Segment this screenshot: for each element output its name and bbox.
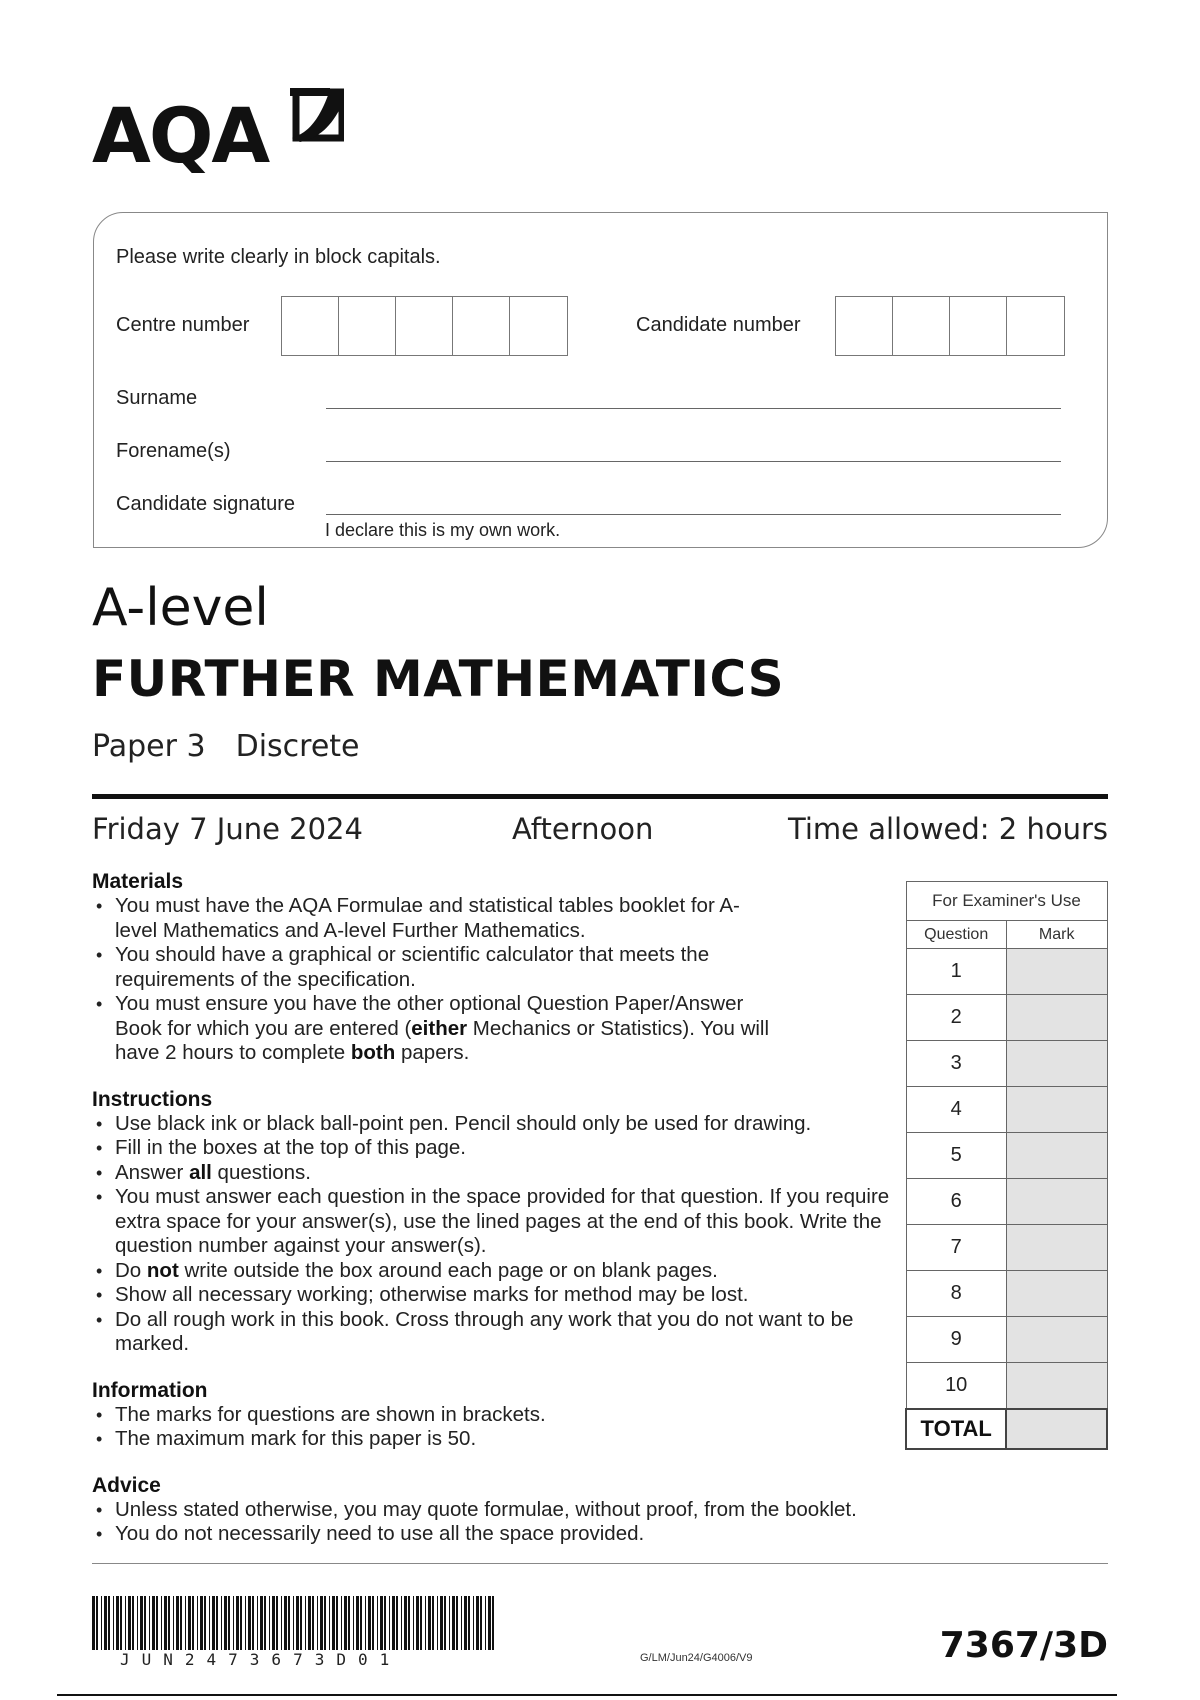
logo-mark-icon [290, 88, 344, 144]
barcode-bar [492, 1596, 494, 1650]
barcode-bar [353, 1596, 354, 1650]
barcode-bar [240, 1596, 242, 1650]
barcode-bar [200, 1596, 203, 1650]
barcode-bar [401, 1596, 402, 1650]
barcode-bar [432, 1596, 434, 1650]
mark-cell [1006, 1363, 1107, 1409]
table-row [906, 1317, 1107, 1363]
barcode-bar [204, 1596, 206, 1650]
barcode-bar [296, 1596, 299, 1650]
question-number-cell: 4 [906, 1087, 1006, 1133]
barcode-bar [272, 1596, 275, 1650]
question-number-cell: 8 [906, 1271, 1006, 1317]
barcode-bar [233, 1596, 234, 1650]
header-divider [92, 794, 1108, 799]
table-row [906, 1133, 1107, 1179]
barcode-bar [404, 1596, 407, 1650]
barcode-bar [336, 1596, 338, 1650]
barcode-bar [252, 1596, 254, 1650]
mark-cell [1006, 1317, 1107, 1363]
barcode-bar [224, 1596, 227, 1650]
list-item: • The marks for questions are shown in brackets. [92, 1403, 922, 1428]
barcode-bar [116, 1596, 119, 1650]
barcode-bar [456, 1596, 458, 1650]
barcode-bar [125, 1596, 126, 1650]
block-capitals-instruction: Please write clearly in block capitals. [116, 246, 441, 268]
table-row [906, 1225, 1107, 1271]
mark-column-header: Mark [1006, 921, 1107, 949]
barcode-bar [104, 1596, 107, 1650]
barcode-bar [216, 1596, 218, 1650]
barcode-bar [152, 1596, 155, 1650]
mark-cell [1006, 1225, 1107, 1271]
candidate-number-digit-box[interactable] [1007, 297, 1064, 355]
barcode-bar [212, 1596, 215, 1650]
list-item: • Fill in the boxes at the top of this page. [92, 1136, 922, 1161]
barcode-bar [444, 1596, 446, 1650]
barcode-bar [248, 1596, 251, 1650]
exam-session: Afternoon [512, 812, 654, 846]
barcode-bar [113, 1596, 114, 1650]
barcode-bar [92, 1596, 95, 1650]
qualification-level: A-level [92, 578, 269, 638]
list-item: • Do all rough work in this book. Cross through any work that you do not want to be marked. [92, 1308, 922, 1357]
question-number-cell: 9 [906, 1317, 1006, 1363]
candidate-number-boxes[interactable] [835, 296, 1065, 356]
barcode-bar [332, 1596, 335, 1650]
barcode-bar [209, 1596, 210, 1650]
forenames-line[interactable] [326, 461, 1061, 462]
question-number-cell: 6 [906, 1179, 1006, 1225]
signature-label: Candidate signature [116, 493, 296, 515]
barcode-bar [317, 1596, 318, 1650]
candidate-number-label: Candidate number [636, 314, 801, 336]
barcode-bar [377, 1596, 378, 1650]
section-title: Information [92, 1378, 208, 1402]
barcode-bar [120, 1596, 122, 1650]
forenames-label: Forename(s) [116, 440, 231, 462]
barcode-bar [245, 1596, 246, 1650]
instructions-section [92, 1088, 922, 1357]
barcode-bar [164, 1596, 167, 1650]
list-item: • Unless stated otherwise, you may quote formulae, without proof, from the booklet. [92, 1498, 1092, 1523]
centre-number-digit-box[interactable] [510, 297, 567, 355]
barcode-bar [185, 1596, 186, 1650]
list-item: • You must have the AQA Formulae and statistical tables booklet for A-level Mathematics and A-level Further Mathematics. [92, 894, 922, 943]
barcode-bar [437, 1596, 438, 1650]
bullet-list [92, 894, 922, 1066]
list-item: • Use black ink or black ball-point pen. Pencil should only be used for drawing. [92, 1112, 922, 1137]
barcode-bar [449, 1596, 450, 1650]
barcode-bar [192, 1596, 194, 1650]
barcode-bar [360, 1596, 362, 1650]
centre-number-boxes[interactable] [281, 296, 568, 356]
barcode [92, 1596, 502, 1650]
barcode-bar [420, 1596, 422, 1650]
barcode-text: JUN2473673D01 [120, 1650, 402, 1669]
barcode-bar [312, 1596, 314, 1650]
list-item: • The maximum mark for this paper is 50. [92, 1427, 922, 1452]
question-number-cell: 3 [906, 1041, 1006, 1087]
barcode-bar [428, 1596, 431, 1650]
examiner-table-rows [906, 949, 1107, 1409]
barcode-bar [329, 1596, 330, 1650]
barcode-bar [269, 1596, 270, 1650]
barcode-bar [384, 1596, 386, 1650]
bullet-list [92, 1112, 922, 1357]
list-item: • Answer all questions. [92, 1161, 922, 1186]
table-row [906, 949, 1107, 995]
barcode-bar [108, 1596, 110, 1650]
question-number-cell: 2 [906, 995, 1006, 1041]
barcode-bar [468, 1596, 470, 1650]
barcode-bar [101, 1596, 102, 1650]
barcode-bar [380, 1596, 383, 1650]
question-column-header: Question [906, 921, 1006, 949]
time-allowed: Time allowed: 2 hours [788, 812, 1108, 846]
advice-section [92, 1474, 1092, 1547]
paper-info [92, 729, 390, 764]
barcode-bar [372, 1596, 374, 1650]
barcode-bar [324, 1596, 326, 1650]
mark-cell [1006, 1133, 1107, 1179]
barcode-bar [308, 1596, 311, 1650]
document-reference: G/LM/Jun24/G4006/V9 [640, 1652, 753, 1664]
barcode-bar [281, 1596, 282, 1650]
barcode-bar [365, 1596, 366, 1650]
candidate-number-digit-box[interactable] [950, 297, 1007, 355]
list-item: • Do not write outside the box around each page or on blank pages. [92, 1259, 922, 1284]
barcode-bar [392, 1596, 395, 1650]
mark-cell [1006, 1271, 1107, 1317]
barcode-bar [320, 1596, 323, 1650]
footer-divider [92, 1563, 1108, 1564]
centre-number-digit-box[interactable] [339, 297, 396, 355]
barcode-bar [480, 1596, 482, 1650]
barcode-bar [197, 1596, 198, 1650]
barcode-bar [425, 1596, 426, 1650]
table-row [906, 1041, 1107, 1087]
barcode-bar [440, 1596, 443, 1650]
barcode-bar [228, 1596, 230, 1650]
barcode-bar [188, 1596, 191, 1650]
barcode-bar [128, 1596, 131, 1650]
paper-code: 7367/3D [939, 1625, 1108, 1666]
barcode-bar [96, 1596, 98, 1650]
barcode-bar [161, 1596, 162, 1650]
mark-cell [1006, 1087, 1107, 1133]
barcode-bar [300, 1596, 302, 1650]
mark-cell [1006, 1041, 1107, 1087]
barcode-bar [149, 1596, 150, 1650]
centre-number-label: Centre number [116, 314, 250, 336]
table-row [906, 1363, 1107, 1409]
barcode-bar [341, 1596, 342, 1650]
barcode-bar [257, 1596, 258, 1650]
centre-number-digit-box[interactable] [282, 297, 339, 355]
table-row [906, 995, 1107, 1041]
barcode-bar [464, 1596, 467, 1650]
mark-cell [1006, 1179, 1107, 1225]
barcode-bar [260, 1596, 263, 1650]
barcode-bar [236, 1596, 239, 1650]
barcode-bar [156, 1596, 158, 1650]
mark-cell [1006, 949, 1107, 995]
examiner-use-table [905, 881, 1108, 1450]
barcode-bar [408, 1596, 410, 1650]
barcode-bar [389, 1596, 390, 1650]
table-row [906, 1271, 1107, 1317]
surname-line[interactable] [326, 408, 1061, 409]
question-number-cell: 10 [906, 1363, 1006, 1409]
mark-cell [1006, 995, 1107, 1041]
barcode-bar [452, 1596, 455, 1650]
barcode-bar [173, 1596, 174, 1650]
exam-date: Friday 7 June 2024 [92, 812, 363, 846]
question-number-cell: 5 [906, 1133, 1006, 1179]
examiner-table-title: For Examiner's Use [906, 882, 1107, 921]
barcode-bar [180, 1596, 182, 1650]
barcode-bar [140, 1596, 143, 1650]
rubric-sections [92, 870, 922, 1569]
barcode-bar [293, 1596, 294, 1650]
aqa-logo [92, 88, 362, 184]
barcode-bar [305, 1596, 306, 1650]
materials-section [92, 870, 922, 1066]
barcode-bar [488, 1596, 491, 1650]
surname-label: Surname [116, 387, 198, 409]
barcode-bar [416, 1596, 419, 1650]
barcode-bar [344, 1596, 347, 1650]
total-label: TOTAL [906, 1409, 1006, 1449]
barcode-bar [288, 1596, 290, 1650]
barcode-bar [396, 1596, 398, 1650]
declaration-text: I declare this is my own work. [325, 520, 561, 540]
barcode-bar [176, 1596, 179, 1650]
barcode-bar [368, 1596, 371, 1650]
subject-title: FURTHER MATHEMATICS [92, 650, 785, 708]
bullet-list [92, 1403, 922, 1452]
table-row [906, 1087, 1107, 1133]
signature-line[interactable] [326, 514, 1061, 515]
barcode-bar [461, 1596, 462, 1650]
barcode-bar [221, 1596, 222, 1650]
page-bottom-rule [57, 1694, 1117, 1696]
total-mark-cell [1006, 1409, 1107, 1449]
section-title: Advice [92, 1473, 161, 1497]
question-number-cell: 1 [906, 949, 1006, 995]
section-title: Materials [92, 870, 184, 893]
barcode-bar [144, 1596, 146, 1650]
centre-number-digit-box[interactable] [396, 297, 453, 355]
list-item: • You must ensure you have the other optional Question Paper/Answer Book for which you are entered (either Mechanics or Statistics). You will have 2 hours to complete both papers. [92, 992, 922, 1066]
candidate-number-digit-box[interactable] [893, 297, 950, 355]
barcode-bar [476, 1596, 479, 1650]
question-number-cell: 7 [906, 1225, 1006, 1271]
list-item: • You do not necessarily need to use all the space provided. [92, 1522, 1092, 1547]
centre-number-digit-box[interactable] [453, 297, 510, 355]
logo-wordmark: AQA [92, 91, 269, 180]
information-section [92, 1379, 922, 1452]
list-item: • You should have a graphical or scientific calculator that meets the requirements of the specification. [92, 943, 922, 992]
barcode-bar [356, 1596, 359, 1650]
barcode-bar [132, 1596, 134, 1650]
candidate-number-digit-box[interactable] [836, 297, 893, 355]
barcode-bar [485, 1596, 486, 1650]
barcode-bar [168, 1596, 170, 1650]
barcode-bar [264, 1596, 266, 1650]
section-title: Instructions [92, 1087, 213, 1111]
barcode-bar [473, 1596, 474, 1650]
barcode-bar [137, 1596, 138, 1650]
barcode-bar [348, 1596, 350, 1650]
paper-number: Paper 3 [92, 729, 206, 764]
barcode-bar [413, 1596, 414, 1650]
table-row [906, 1179, 1107, 1225]
paper-title: Discrete [235, 729, 360, 764]
bullet-list [92, 1498, 1092, 1547]
list-item: • Show all necessary working; otherwise marks for method may be lost. [92, 1283, 922, 1308]
barcode-bar [276, 1596, 278, 1650]
barcode-bar [284, 1596, 287, 1650]
list-item: • You must answer each question in the space provided for that question. If you require extra space for your answer(s), use the lined pages at the end of this book. Write the question number against your answer(s). [92, 1185, 922, 1259]
